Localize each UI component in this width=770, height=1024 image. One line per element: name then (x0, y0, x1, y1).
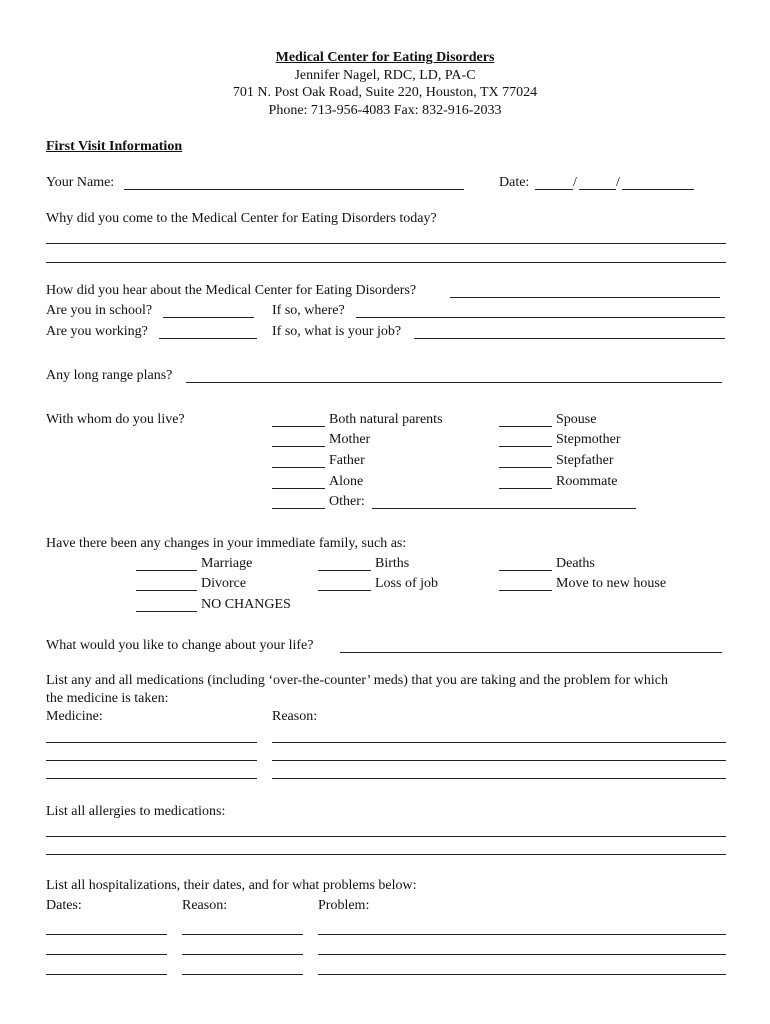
live-father-blank[interactable] (272, 467, 325, 468)
clinician-name: Jennifer Nagel, RDC, LD, PA-C (294, 68, 476, 83)
date-separator-2: / (616, 175, 620, 190)
change-move-label: Move to new house (556, 576, 667, 591)
hosp-date-field-1[interactable] (46, 934, 167, 935)
how-hear-label: How did you hear about the Medical Center for Eating Disorders? (46, 283, 417, 298)
your-name-field[interactable] (124, 189, 464, 190)
why-came-line-2[interactable] (46, 262, 726, 263)
live-other-label: Other: (329, 494, 365, 509)
live-alone-blank[interactable] (272, 488, 325, 489)
change-none-blank[interactable] (136, 611, 197, 612)
allergies-line-2[interactable] (46, 854, 726, 855)
date-day-field[interactable] (579, 189, 616, 190)
medicine-reason-field-3[interactable] (272, 778, 726, 779)
allergies-line-1[interactable] (46, 836, 726, 837)
live-other-field[interactable] (372, 508, 636, 509)
hosp-date-field-3[interactable] (46, 974, 167, 975)
live-alone-label: Alone (329, 474, 364, 489)
medicine-field-3[interactable] (46, 778, 257, 779)
live-with-label: With whom do you live? (46, 412, 185, 427)
working-field[interactable] (159, 338, 257, 339)
how-hear-field[interactable] (450, 297, 720, 298)
live-stepfather-blank[interactable] (499, 467, 552, 468)
change-deaths-label: Deaths (556, 556, 595, 571)
why-came-line-1[interactable] (46, 243, 726, 244)
live-both-parents-label: Both natural parents (329, 412, 443, 427)
live-stepfather-label: Stepfather (556, 453, 614, 468)
hosp-problem-field-2[interactable] (318, 954, 726, 955)
change-life-label: What would you like to change about your life? (46, 638, 314, 653)
long-range-label: Any long range plans? (46, 368, 173, 383)
change-divorce-blank[interactable] (136, 590, 197, 591)
date-label: Date: (499, 175, 530, 190)
live-roommate-label: Roommate (556, 474, 618, 489)
job-field[interactable] (414, 338, 725, 339)
hosp-problem-column-label: Problem: (318, 898, 370, 913)
job-label: If so, what is your job? (272, 324, 402, 339)
change-move-blank[interactable] (499, 590, 552, 591)
change-divorce-label: Divorce (201, 576, 247, 591)
family-changes-label: Have there been any changes in your immediate family, such as: (46, 536, 407, 551)
section-title: First Visit Information (46, 139, 183, 154)
date-month-field[interactable] (535, 189, 573, 190)
school-where-label: If so, where? (272, 303, 345, 318)
long-range-field[interactable] (186, 382, 722, 383)
change-marriage-blank[interactable] (136, 570, 197, 571)
hosp-reason-column-label: Reason: (182, 898, 228, 913)
live-spouse-blank[interactable] (499, 426, 552, 427)
live-stepmother-blank[interactable] (499, 446, 552, 447)
change-loss-job-label: Loss of job (375, 576, 438, 591)
reason-column-label: Reason: (272, 709, 318, 724)
change-loss-job-blank[interactable] (318, 590, 371, 591)
hosp-date-field-2[interactable] (46, 954, 167, 955)
clinic-title: Medical Center for Eating Disorders (275, 50, 495, 65)
medications-label-line-1: List any and all medications (including ‘over-the-counter’ meds) that you are taking and the problem for which (46, 673, 669, 688)
medicine-field-2[interactable] (46, 760, 257, 761)
medicine-column-label: Medicine: (46, 709, 103, 724)
live-spouse-label: Spouse (556, 412, 597, 427)
live-both-parents-blank[interactable] (272, 426, 325, 427)
clinic-address: 701 N. Post Oak Road, Suite 220, Houston, TX 77024 (232, 85, 538, 100)
hosp-reason-field-3[interactable] (182, 974, 303, 975)
change-none-label: NO CHANGES (201, 597, 291, 612)
your-name-label: Your Name: (46, 175, 115, 190)
medicine-field-1[interactable] (46, 742, 257, 743)
why-came-label: Why did you come to the Medical Center for Eating Disorders today? (46, 211, 437, 226)
live-mother-label: Mother (329, 432, 371, 447)
date-year-field[interactable] (622, 189, 694, 190)
medicine-reason-field-1[interactable] (272, 742, 726, 743)
hosp-dates-column-label: Dates: (46, 898, 82, 913)
clinic-phone-fax: Phone: 713-956-4083 Fax: 832-916-2033 (268, 103, 502, 118)
live-father-label: Father (329, 453, 365, 468)
school-where-field[interactable] (356, 317, 725, 318)
date-separator-1: / (573, 175, 577, 190)
medicine-reason-field-2[interactable] (272, 760, 726, 761)
in-school-field[interactable] (163, 317, 254, 318)
live-roommate-blank[interactable] (499, 488, 552, 489)
change-marriage-label: Marriage (201, 556, 253, 571)
hospitalizations-label: List all hospitalizations, their dates, and for what problems below: (46, 878, 417, 893)
live-stepmother-label: Stepmother (556, 432, 621, 447)
change-deaths-blank[interactable] (499, 570, 552, 571)
medications-label-line-2: the medicine is taken: (46, 691, 169, 706)
hosp-reason-field-2[interactable] (182, 954, 303, 955)
allergies-label: List all allergies to medications: (46, 804, 226, 819)
hosp-problem-field-3[interactable] (318, 974, 726, 975)
working-label: Are you working? (46, 324, 148, 339)
hosp-problem-field-1[interactable] (318, 934, 726, 935)
in-school-label: Are you in school? (46, 303, 153, 318)
change-births-blank[interactable] (318, 570, 371, 571)
live-other-blank[interactable] (272, 508, 325, 509)
change-births-label: Births (375, 556, 410, 571)
hosp-reason-field-1[interactable] (182, 934, 303, 935)
live-mother-blank[interactable] (272, 446, 325, 447)
change-life-field[interactable] (340, 652, 722, 653)
